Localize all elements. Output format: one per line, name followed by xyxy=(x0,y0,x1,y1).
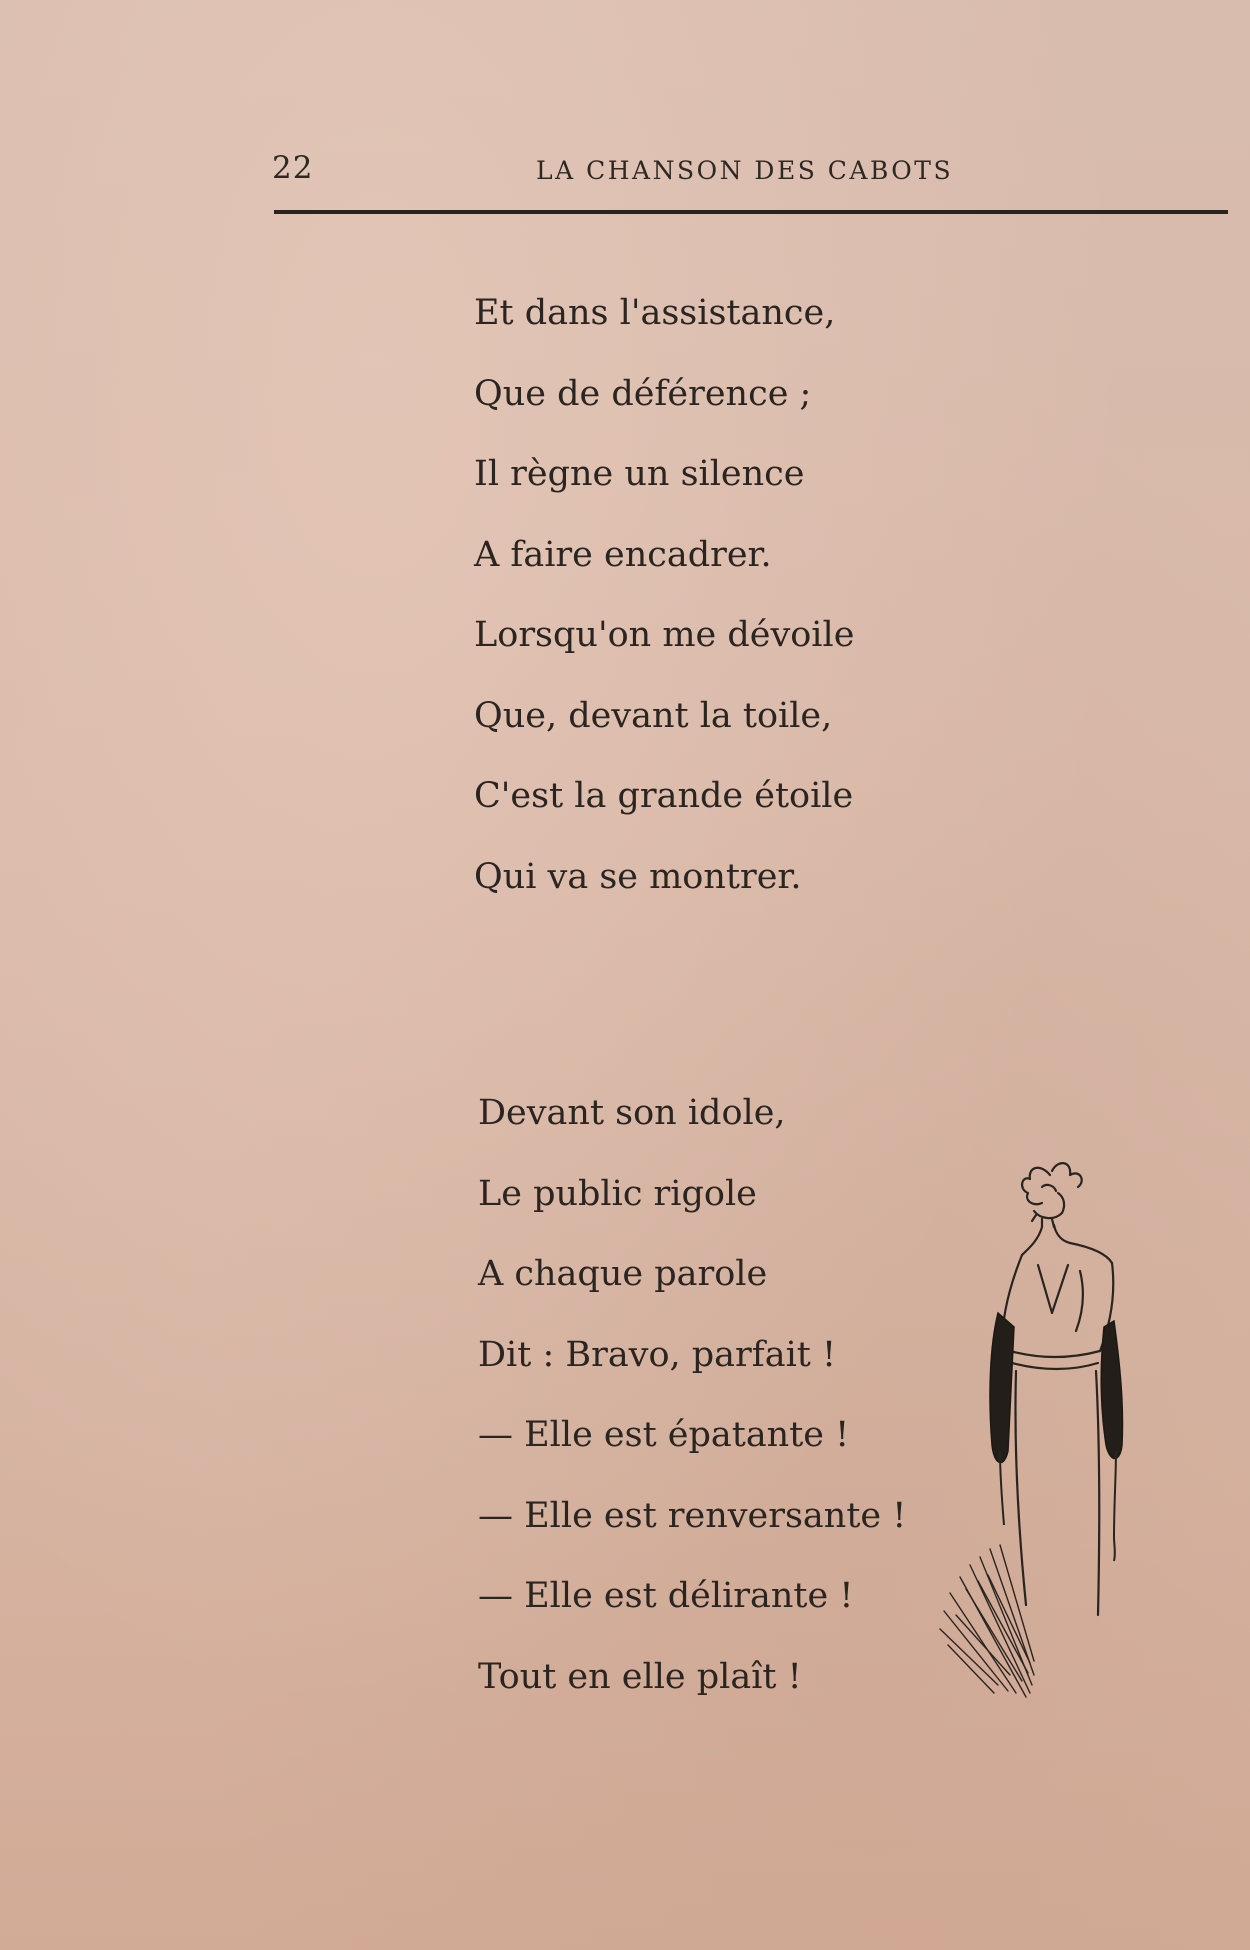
verse-line: — Elle est épatante ! xyxy=(478,1415,850,1455)
verse-line: Qui va se montrer. xyxy=(474,856,802,897)
verse-line: Devant son idole, xyxy=(478,1093,786,1133)
singer-illustration xyxy=(930,1145,1175,1700)
verse-line: Tout en elle plaît ! xyxy=(478,1656,802,1697)
verse-line: — Elle est renversante ! xyxy=(478,1495,907,1536)
verse-line: Dit : Bravo, parfait ! xyxy=(478,1334,837,1375)
verse-line: Que de déférence ; xyxy=(474,373,812,414)
page-number: 22 xyxy=(272,150,314,186)
verse-line: C'est la grande étoile xyxy=(474,776,854,816)
verse-line: A chaque parole xyxy=(478,1254,768,1294)
verse-line: Il règne un silence xyxy=(474,454,805,494)
stanza-2 xyxy=(478,1088,906,1732)
verse-line: Que, devant la toile, xyxy=(474,695,833,736)
running-title: LA CHANSON DES CABOTS xyxy=(536,156,954,185)
stanza-1 xyxy=(474,288,854,932)
verse-line: Le public rigole xyxy=(478,1173,757,1214)
verse-line: A faire encadrer. xyxy=(474,534,772,575)
verse-line: Lorsqu'on me dévoile xyxy=(474,615,855,655)
verse-line: Et dans l'assistance, xyxy=(474,293,836,333)
verse-line: — Elle est délirante ! xyxy=(478,1576,854,1616)
header-rule xyxy=(274,210,1228,214)
